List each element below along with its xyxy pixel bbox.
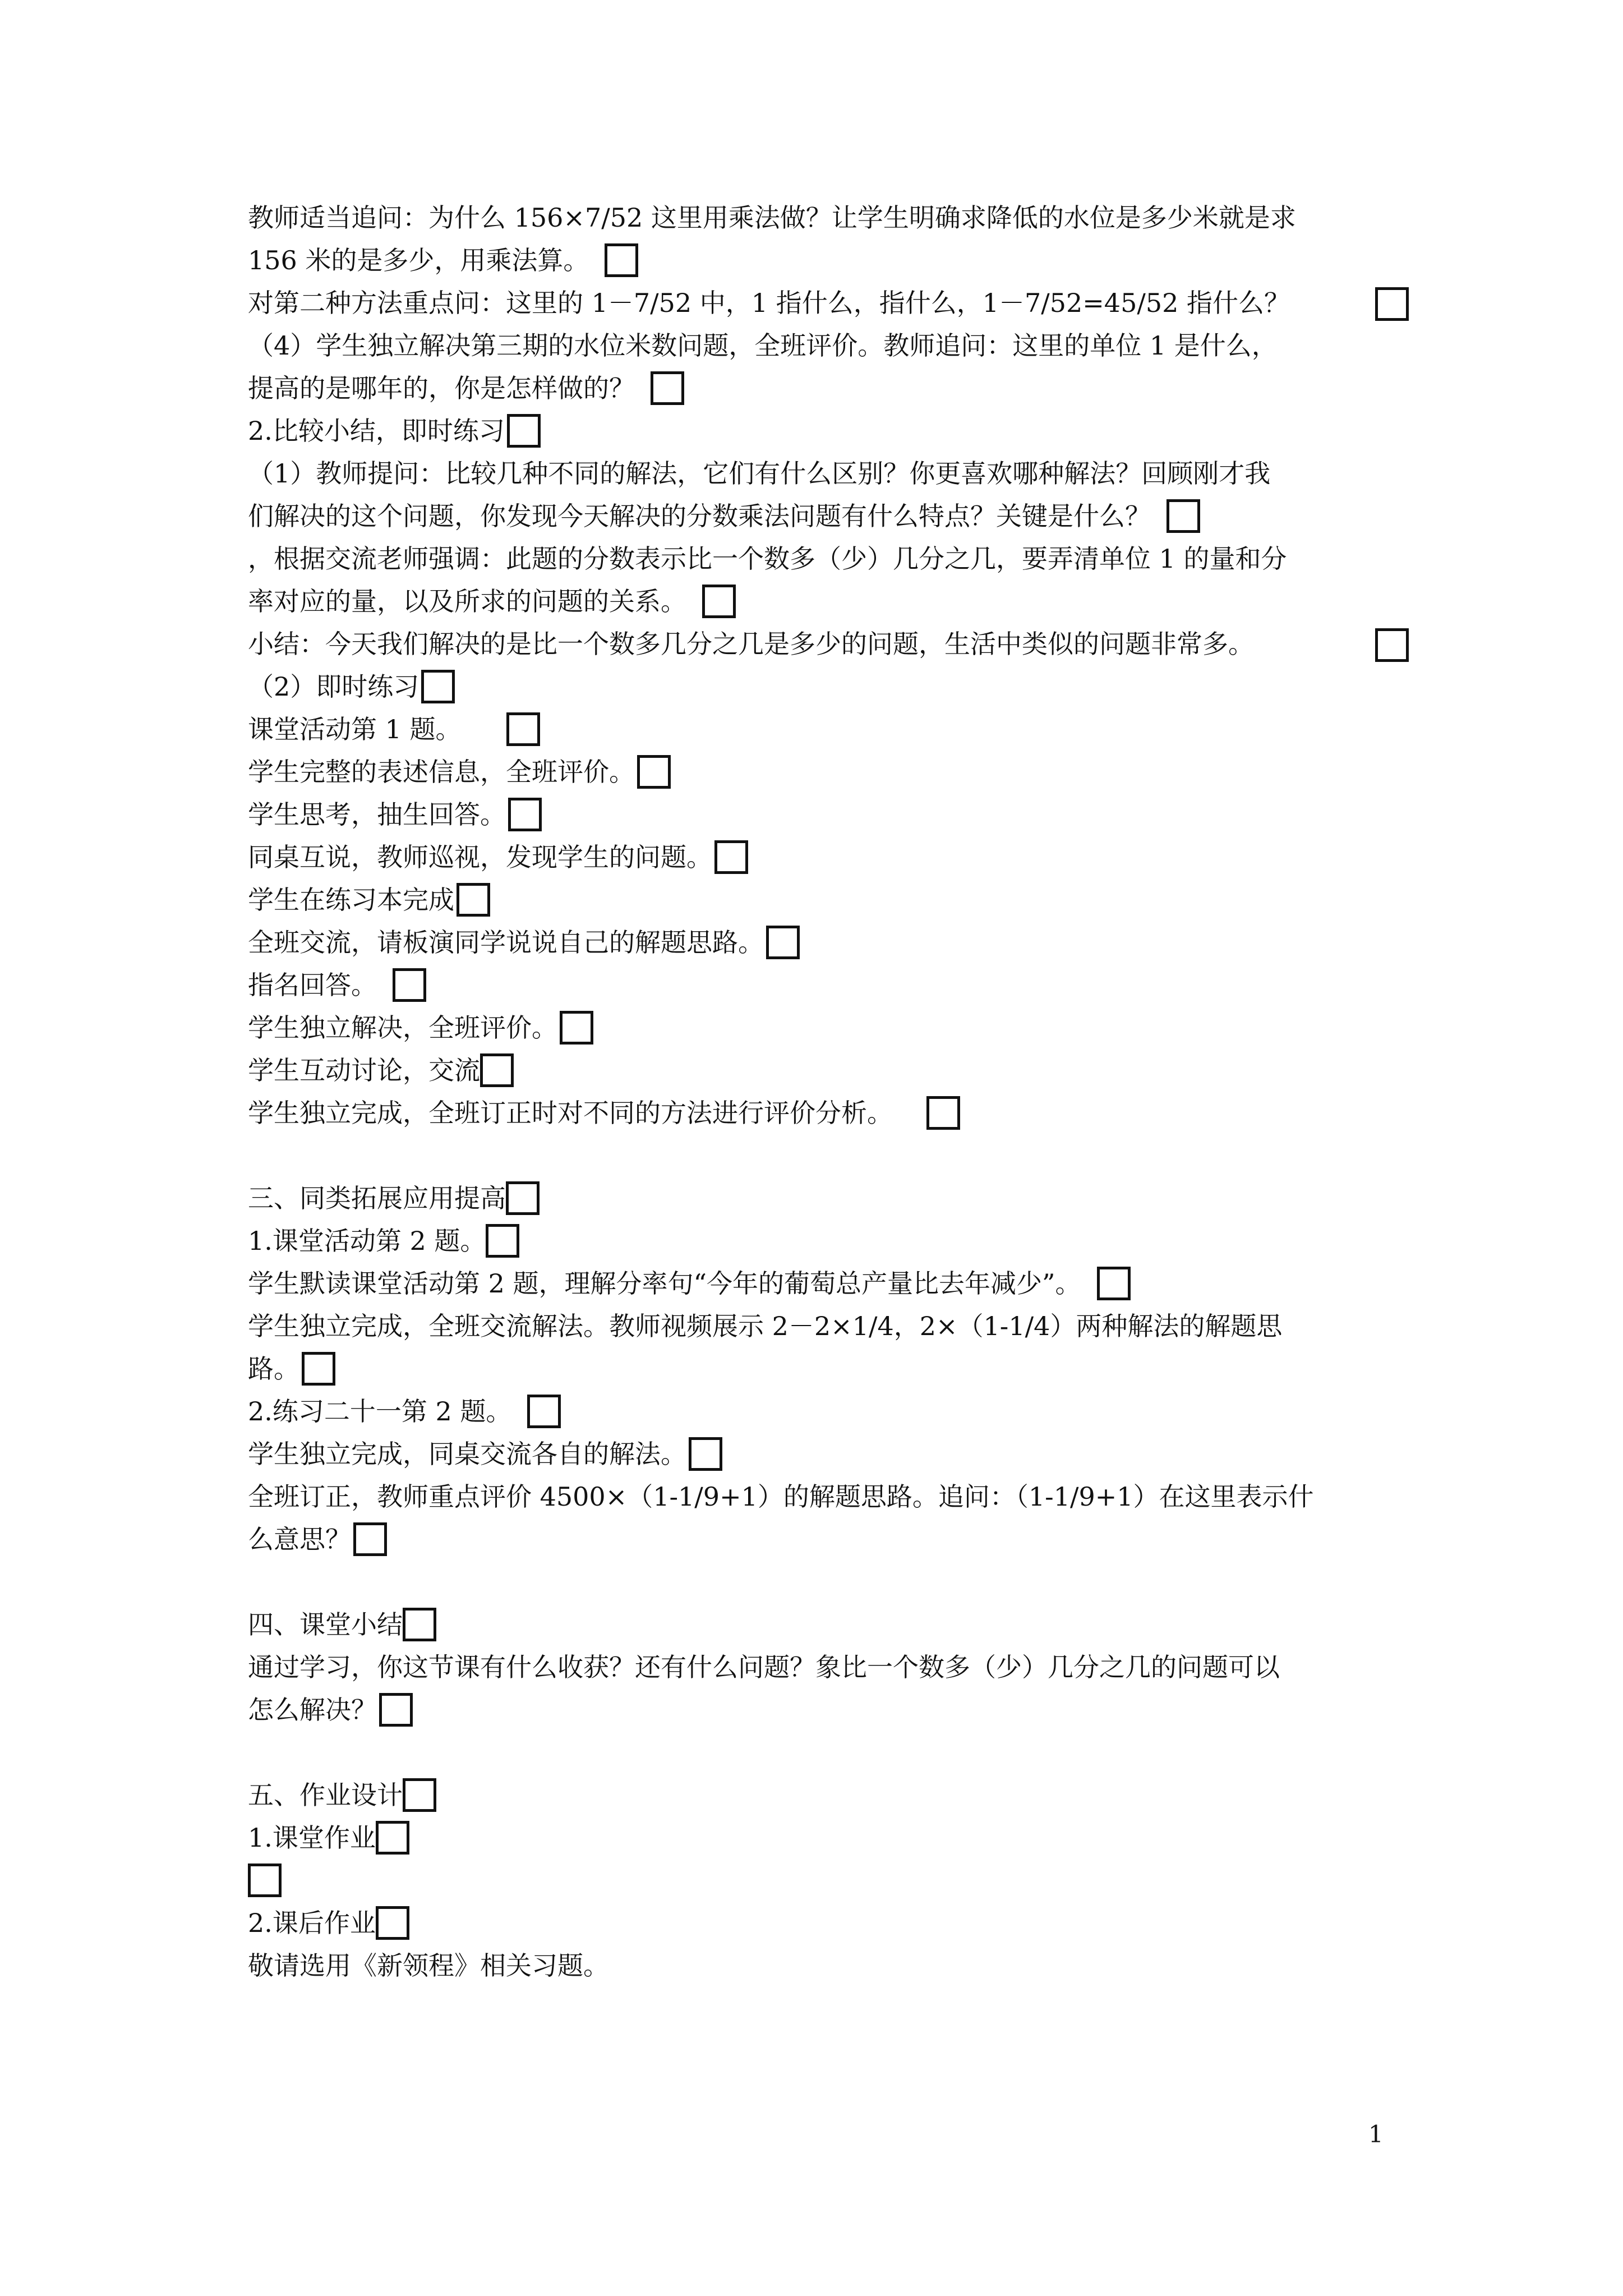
checkbox[interactable] — [766, 926, 800, 959]
line-text: 通过学习，你这节课有什么收获？还有什么问题？象比一个数多（少）几分之几的问题可以 — [248, 1652, 1280, 1682]
line-text: 2.课后作业 — [248, 1908, 376, 1938]
checkbox[interactable] — [302, 1352, 335, 1386]
checkbox[interactable] — [376, 1906, 409, 1940]
checkbox[interactable] — [507, 414, 541, 448]
text-line — [248, 878, 1403, 921]
text-line — [248, 495, 1403, 537]
text-line — [248, 580, 1403, 623]
line-text: 学生默读课堂活动第 2 题，理解分率句“今年的葡萄总产量比去年减少”。 — [248, 1268, 1081, 1299]
text-line — [248, 1944, 1403, 1987]
line-text: 学生独立完成，同桌交流各自的解法。 — [248, 1439, 686, 1469]
text-line — [248, 1475, 1403, 1518]
document-body — [248, 196, 1403, 1987]
line-text: 2.比较小结，即时练习 — [248, 416, 505, 446]
line-text: 全班交流，请板演同学说说自己的解题思路。 — [248, 927, 764, 958]
checkbox[interactable] — [457, 883, 490, 917]
checkbox[interactable] — [393, 968, 426, 1002]
line-text: 三、同类拓展应用提高 — [248, 1183, 506, 1213]
text-line — [248, 282, 1403, 324]
text-line — [248, 1305, 1403, 1347]
line-text: 们解决的这个问题，你发现今天解决的分数乘法问题有什么特点？关键是什么？ — [248, 501, 1151, 531]
checkbox[interactable] — [1375, 628, 1409, 662]
checkbox[interactable] — [560, 1011, 593, 1045]
checkbox[interactable] — [508, 798, 542, 831]
text-line — [248, 1220, 1403, 1262]
text-line — [248, 239, 1403, 282]
text-line — [248, 537, 1403, 580]
text-line — [248, 1688, 1403, 1731]
line-text: 学生在练习本完成 — [248, 885, 454, 915]
line-text: 学生互动讨论，交流 — [248, 1055, 480, 1085]
text-line — [248, 452, 1403, 495]
section-heading — [248, 1177, 1403, 1220]
line-text: 学生独立完成，全班交流解法。教师视频展示 2－2×1/4，2×（1-1/4）两种解法的解题思 — [248, 1311, 1283, 1341]
line-text: 四、课堂小结 — [248, 1609, 403, 1640]
checkbox[interactable] — [637, 755, 671, 789]
text-line — [248, 1902, 1403, 1944]
text-line — [248, 367, 1403, 409]
text-line — [248, 1859, 1403, 1902]
line-text: 156 米的是多少，用乘法算。 — [248, 245, 589, 275]
text-line — [248, 921, 1403, 964]
blank-line — [248, 1561, 1403, 1603]
section-heading — [248, 1603, 1403, 1646]
text-line — [248, 1092, 1403, 1134]
checkbox[interactable] — [403, 1778, 436, 1812]
checkbox[interactable] — [702, 585, 736, 618]
checkbox[interactable] — [714, 840, 748, 874]
line-text: 五、作业设计 — [248, 1780, 403, 1810]
checkbox[interactable] — [480, 1053, 514, 1087]
checkbox[interactable] — [506, 712, 540, 746]
line-text: 同桌互说，教师巡视，发现学生的问题。 — [248, 842, 712, 872]
text-line — [248, 665, 1403, 708]
line-text: 指名回答。 — [248, 970, 377, 1000]
line-text: 路。 — [248, 1354, 299, 1384]
line-text: 全班订正，教师重点评价 4500×（1-1/9+1）的解题思路。追问：（1-1/9+1）在这里表示什 — [248, 1481, 1314, 1512]
line-text: 提高的是哪年的，你是怎样做的？ — [248, 373, 635, 403]
checkbox[interactable] — [689, 1437, 722, 1471]
text-line — [248, 324, 1403, 367]
checkbox[interactable] — [376, 1821, 409, 1855]
text-line — [248, 623, 1403, 665]
text-line — [248, 1646, 1403, 1688]
checkbox[interactable] — [651, 371, 684, 405]
text-line — [248, 1518, 1403, 1561]
line-text: 学生完整的表述信息，全班评价。 — [248, 757, 635, 787]
checkbox[interactable] — [926, 1096, 960, 1130]
checkbox[interactable] — [486, 1224, 519, 1258]
line-text: （1）教师提问：比较几种不同的解法，它们有什么区别？你更喜欢哪种解法？回顾刚才我 — [248, 458, 1271, 489]
checkbox[interactable] — [1097, 1267, 1131, 1300]
line-text: 1.课堂作业 — [248, 1823, 376, 1853]
text-line — [248, 1390, 1403, 1433]
line-text: 学生独立解决，全班评价。 — [248, 1013, 557, 1043]
text-line — [248, 1006, 1403, 1049]
line-text: （2）即时练习 — [248, 671, 419, 702]
blank-line — [248, 1731, 1403, 1774]
checkbox[interactable] — [353, 1522, 387, 1556]
text-line — [248, 1433, 1403, 1475]
section-heading — [248, 1774, 1403, 1816]
line-text: 学生思考，抽生回答。 — [248, 799, 506, 830]
text-line — [248, 196, 1403, 239]
checkbox[interactable] — [403, 1608, 436, 1641]
text-line — [248, 1347, 1403, 1390]
checkbox[interactable] — [605, 243, 638, 277]
line-text: 2.练习二十一第 2 题。 — [248, 1396, 512, 1427]
section-heading — [248, 409, 1403, 452]
checkbox[interactable] — [506, 1181, 540, 1215]
line-text: 怎么解决？ — [248, 1695, 377, 1725]
text-line — [248, 751, 1403, 793]
line-text: 教师适当追问：为什么 156×7/52 这里用乘法做？让学生明确求降低的水位是多少米就是求 — [248, 203, 1296, 233]
text-line — [248, 1262, 1403, 1305]
line-text: 对第二种方法重点问：这里的 1－7/52 中，1 指什么，指什么，1－7/52=45/52 指什么？ — [248, 288, 1290, 318]
checkbox[interactable] — [1166, 499, 1200, 533]
page-number: 1 — [1368, 2120, 1384, 2148]
checkbox[interactable] — [379, 1693, 413, 1727]
checkbox[interactable] — [1375, 287, 1409, 321]
line-text: 学生独立完成，全班订正时对不同的方法进行评价分析。 — [248, 1098, 893, 1128]
line-text: 率对应的量，以及所求的问题的关系。 — [248, 586, 686, 616]
line-text: （4）学生独立解决第三期的水位米数问题，全班评价。教师追问：这里的单位 1 是什么， — [248, 330, 1278, 361]
line-text: 敬请选用《新领程》相关习题。 — [248, 1950, 609, 1981]
checkbox[interactable] — [248, 1864, 282, 1897]
text-line — [248, 1816, 1403, 1859]
text-line — [248, 708, 1403, 751]
checkbox[interactable] — [421, 670, 455, 703]
line-text: 么意思？ — [248, 1524, 351, 1554]
blank-line — [248, 1134, 1403, 1177]
line-text: 课堂活动第 1 题。 — [248, 714, 462, 744]
text-line — [248, 964, 1403, 1006]
text-line — [248, 836, 1403, 878]
line-text: 1.课堂活动第 2 题。 — [248, 1226, 486, 1256]
checkbox[interactable] — [527, 1395, 561, 1428]
line-text: 小结：今天我们解决的是比一个数多几分之几是多少的问题，生活中类似的问题非常多。 — [248, 629, 1254, 659]
line-text: ，根据交流老师强调：此题的分数表示比一个数多（少）几分之几，要弄清单位 1 的量和分 — [248, 544, 1287, 574]
text-line — [248, 793, 1403, 836]
text-line — [248, 1049, 1403, 1092]
